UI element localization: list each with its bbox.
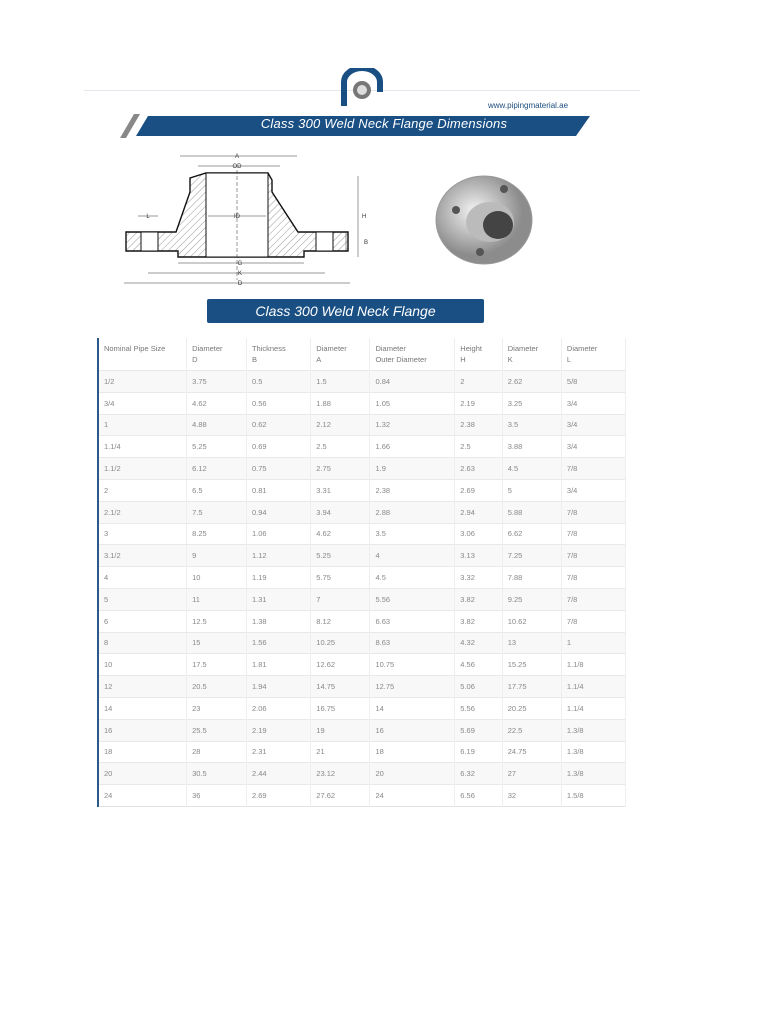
column-header-line: K [507, 355, 513, 364]
column-header-line: Diameter [507, 344, 539, 353]
table-cell: 1.1/4 [98, 436, 187, 458]
table-cell: 2.62 [502, 371, 561, 393]
table-cell: 3.82 [455, 588, 502, 610]
table-cell: 17.75 [502, 676, 561, 698]
table-row [98, 501, 626, 523]
table-row [98, 479, 626, 501]
table-cell: 1.5 [311, 371, 370, 393]
table-cell: 32 [502, 785, 561, 807]
table-cell: 10 [98, 654, 187, 676]
table-cell: 1.1/4 [561, 676, 625, 698]
column-header-line: Diameter [192, 344, 223, 353]
table-row [98, 632, 626, 654]
table-cell: 11 [187, 588, 247, 610]
table-cell: 15.25 [502, 654, 561, 676]
column-header-line: A [316, 355, 322, 364]
column-header [98, 338, 187, 371]
table-cell: 1.88 [311, 392, 370, 414]
table-cell: 14 [98, 697, 187, 719]
column-header-line: B [251, 355, 257, 364]
table-row [98, 610, 626, 632]
table-cell: 21 [311, 741, 370, 763]
table-cell: 2.94 [455, 501, 502, 523]
table-cell: 12.75 [370, 676, 455, 698]
table-cell: 1.66 [370, 436, 455, 458]
table-row [98, 763, 626, 785]
table-row [98, 523, 626, 545]
table-cell: 1/2 [98, 371, 187, 393]
table-cell: 4.5 [370, 567, 455, 589]
table-cell: 0.62 [246, 414, 310, 436]
table-cell: 25.5 [187, 719, 247, 741]
table-cell: 6.63 [370, 610, 455, 632]
table-row [98, 545, 626, 567]
table-cell: 5.25 [311, 545, 370, 567]
table-cell: 2.12 [311, 414, 370, 436]
table-cell: 1.12 [246, 545, 310, 567]
table-cell: 1.3/8 [561, 763, 625, 785]
table-cell: 3.82 [455, 610, 502, 632]
table-cell: 9 [187, 545, 247, 567]
label-k: K [237, 271, 243, 277]
table-cell: 4 [370, 545, 455, 567]
table-cell: 2.63 [455, 458, 502, 480]
table-cell: 1.56 [246, 632, 310, 654]
table-cell: 2.1/2 [98, 501, 187, 523]
table-cell: 6.62 [502, 523, 561, 545]
table-cell: 3/4 [98, 392, 187, 414]
table-cell: 5 [98, 588, 187, 610]
table-cell: 20.25 [502, 697, 561, 719]
table-row [98, 719, 626, 741]
column-header-line: D [192, 355, 198, 364]
table-cell: 6.12 [187, 458, 247, 480]
table-row [98, 392, 626, 414]
website-url[interactable]: www.pipingmaterial.ae [488, 101, 569, 110]
table-cell: 6.56 [455, 785, 502, 807]
table-cell: 12.5 [187, 610, 247, 632]
table-cell: 5.69 [455, 719, 502, 741]
table-cell: 27.62 [311, 785, 370, 807]
table-cell: 6.19 [455, 741, 502, 763]
table-cell: 5/8 [561, 371, 625, 393]
table-row [98, 588, 626, 610]
table-cell: 7.88 [502, 567, 561, 589]
table-cell: 3.31 [311, 479, 370, 501]
table-cell: 3/4 [561, 479, 625, 501]
table-cell: 2.38 [370, 479, 455, 501]
table-cell: 13 [502, 632, 561, 654]
table-cell: 7 [311, 588, 370, 610]
table-cell: 1.06 [246, 523, 310, 545]
table-cell: 10.62 [502, 610, 561, 632]
column-header [246, 338, 310, 371]
table-cell: 1.31 [246, 588, 310, 610]
table-cell: 7/8 [561, 523, 625, 545]
table-cell: 4.62 [311, 523, 370, 545]
column-header [187, 338, 247, 371]
table-cell: 10 [187, 567, 247, 589]
page-title: Class 300 Weld Neck Flange Dimensions [260, 116, 508, 131]
label-b: B [364, 240, 369, 246]
table-cell: 2.75 [311, 458, 370, 480]
table-cell: 0.75 [246, 458, 310, 480]
table-cell: 1.1/2 [98, 458, 187, 480]
table-cell: 16 [370, 719, 455, 741]
table-cell: 4 [98, 567, 187, 589]
column-header-line: Outer Diameter [375, 355, 427, 364]
table-cell: 1.1/4 [561, 697, 625, 719]
table-cell: 28 [187, 741, 247, 763]
table-cell: 2.5 [455, 436, 502, 458]
label-a: A [234, 154, 240, 160]
column-header [311, 338, 370, 371]
table-cell: 2.69 [246, 785, 310, 807]
table-cell: 5.56 [455, 697, 502, 719]
table-cell: 2.19 [246, 719, 310, 741]
table-cell: 6.5 [187, 479, 247, 501]
table-cell: 1.19 [246, 567, 310, 589]
table-cell: 23.12 [311, 763, 370, 785]
table-row [98, 436, 626, 458]
table-cell: 16 [98, 719, 187, 741]
label-l: L [146, 214, 150, 220]
table-cell: 24 [370, 785, 455, 807]
column-header [561, 338, 625, 371]
table-row [98, 414, 626, 436]
table-cell: 2.88 [370, 501, 455, 523]
table-cell: 1.9 [370, 458, 455, 480]
table-cell: 5.06 [455, 676, 502, 698]
table-cell: 8.63 [370, 632, 455, 654]
column-header [455, 338, 502, 371]
table-row [98, 371, 626, 393]
table-cell: 19 [311, 719, 370, 741]
table-cell: 3 [98, 523, 187, 545]
table-cell: 1 [98, 414, 187, 436]
table-cell: 2.5 [311, 436, 370, 458]
table-cell: 3.25 [502, 392, 561, 414]
table-cell: 1.3/8 [561, 719, 625, 741]
table-cell: 7/8 [561, 567, 625, 589]
table-cell: 30.5 [187, 763, 247, 785]
table-cell: 36 [187, 785, 247, 807]
table-cell: 3.88 [502, 436, 561, 458]
table-cell: 2 [98, 479, 187, 501]
table-row [98, 458, 626, 480]
label-id: ID [234, 214, 240, 220]
table-cell: 24 [98, 785, 187, 807]
table-cell: 3.32 [455, 567, 502, 589]
table-cell: 18 [98, 741, 187, 763]
table-cell: 23 [187, 697, 247, 719]
label-d: D [237, 281, 243, 287]
table-cell: 7/8 [561, 588, 625, 610]
table-cell: 4.32 [455, 632, 502, 654]
column-header-line: Height [460, 344, 482, 353]
table-cell: 2.19 [455, 392, 502, 414]
table-cell: 6.32 [455, 763, 502, 785]
table-cell: 1.05 [370, 392, 455, 414]
table-cell: 12 [98, 676, 187, 698]
logo-icon [338, 68, 388, 106]
table-cell: 9.25 [502, 588, 561, 610]
table-cell: 16.75 [311, 697, 370, 719]
column-header-line: Thickness [251, 344, 286, 353]
table-cell: 4.62 [187, 392, 247, 414]
table-cell: 18 [370, 741, 455, 763]
table-cell: 10.25 [311, 632, 370, 654]
flange-photo [432, 170, 542, 270]
table-row [98, 785, 626, 807]
table-row [98, 676, 626, 698]
column-header [502, 338, 561, 371]
table-cell: 7/8 [561, 458, 625, 480]
table-cell: 1.5/8 [561, 785, 625, 807]
table-cell: 27 [502, 763, 561, 785]
table-cell: 3/4 [561, 414, 625, 436]
column-header-line: H [460, 355, 466, 364]
table-cell: 4.56 [455, 654, 502, 676]
table-cell: 2.06 [246, 697, 310, 719]
table-cell: 3.75 [187, 371, 247, 393]
table-row [98, 741, 626, 763]
section-subtitle: Class 300 Weld Neck Flange [207, 299, 484, 323]
dimensions-table [97, 338, 626, 807]
table-row [98, 567, 626, 589]
table-cell: 17.5 [187, 654, 247, 676]
table-row [98, 654, 626, 676]
table-cell: 5.56 [370, 588, 455, 610]
column-header [370, 338, 455, 371]
table-cell: 14.75 [311, 676, 370, 698]
table-cell: 1.81 [246, 654, 310, 676]
table-cell: 1.94 [246, 676, 310, 698]
table-cell: 6 [98, 610, 187, 632]
table-cell: 7.5 [187, 501, 247, 523]
table-cell: 0.81 [246, 479, 310, 501]
table-cell: 7/8 [561, 610, 625, 632]
table-cell: 3.94 [311, 501, 370, 523]
table-cell: 4.5 [502, 458, 561, 480]
column-header-line: L [566, 355, 572, 364]
column-header-line: Diameter [566, 344, 598, 353]
column-header-line: Diameter [375, 344, 406, 353]
table-cell: 3.1/2 [98, 545, 187, 567]
table-cell: 20 [98, 763, 187, 785]
table-cell: 14 [370, 697, 455, 719]
table-cell: 4.88 [187, 414, 247, 436]
table-cell: 1.32 [370, 414, 455, 436]
table-cell: 2 [455, 371, 502, 393]
column-header-line: Nominal Pipe Size [104, 344, 166, 353]
label-od: OD [232, 164, 242, 170]
table-cell: 8.12 [311, 610, 370, 632]
table-cell: 2.38 [455, 414, 502, 436]
flange-cross-section-diagram [120, 150, 390, 290]
table-cell: 15 [187, 632, 247, 654]
table-cell: 5.75 [311, 567, 370, 589]
table-cell: 0.56 [246, 392, 310, 414]
table-cell: 5.88 [502, 501, 561, 523]
table-cell: 5 [502, 479, 561, 501]
table-cell: 8.25 [187, 523, 247, 545]
table-cell: 5.25 [187, 436, 247, 458]
table-cell: 22.5 [502, 719, 561, 741]
table-cell: 20.5 [187, 676, 247, 698]
table-cell: 3.13 [455, 545, 502, 567]
table-cell: 0.94 [246, 501, 310, 523]
label-h: H [362, 214, 367, 220]
table-cell: 7.25 [502, 545, 561, 567]
table-cell: 3.5 [370, 523, 455, 545]
table-cell: 24.75 [502, 741, 561, 763]
label-g: G [237, 261, 243, 267]
table-cell: 0.84 [370, 371, 455, 393]
table-row [98, 697, 626, 719]
table-cell: 3/4 [561, 392, 625, 414]
table-cell: 0.69 [246, 436, 310, 458]
column-header-line: Diameter [316, 344, 347, 353]
table-cell: 1.1/8 [561, 654, 625, 676]
table-cell: 3.5 [502, 414, 561, 436]
table-cell: 3/4 [561, 436, 625, 458]
table-cell: 2.31 [246, 741, 310, 763]
table-cell: 7/8 [561, 501, 625, 523]
table-cell: 8 [98, 632, 187, 654]
table-cell: 10.75 [370, 654, 455, 676]
table-cell: 12.62 [311, 654, 370, 676]
table-cell: 1 [561, 632, 625, 654]
table-cell: 20 [370, 763, 455, 785]
table-cell: 2.69 [455, 479, 502, 501]
table-cell: 1.3/8 [561, 741, 625, 763]
table-cell: 2.44 [246, 763, 310, 785]
table-cell: 0.5 [246, 371, 310, 393]
table-cell: 3.06 [455, 523, 502, 545]
table-cell: 7/8 [561, 545, 625, 567]
table-cell: 1.38 [246, 610, 310, 632]
table-header-row [98, 338, 626, 371]
